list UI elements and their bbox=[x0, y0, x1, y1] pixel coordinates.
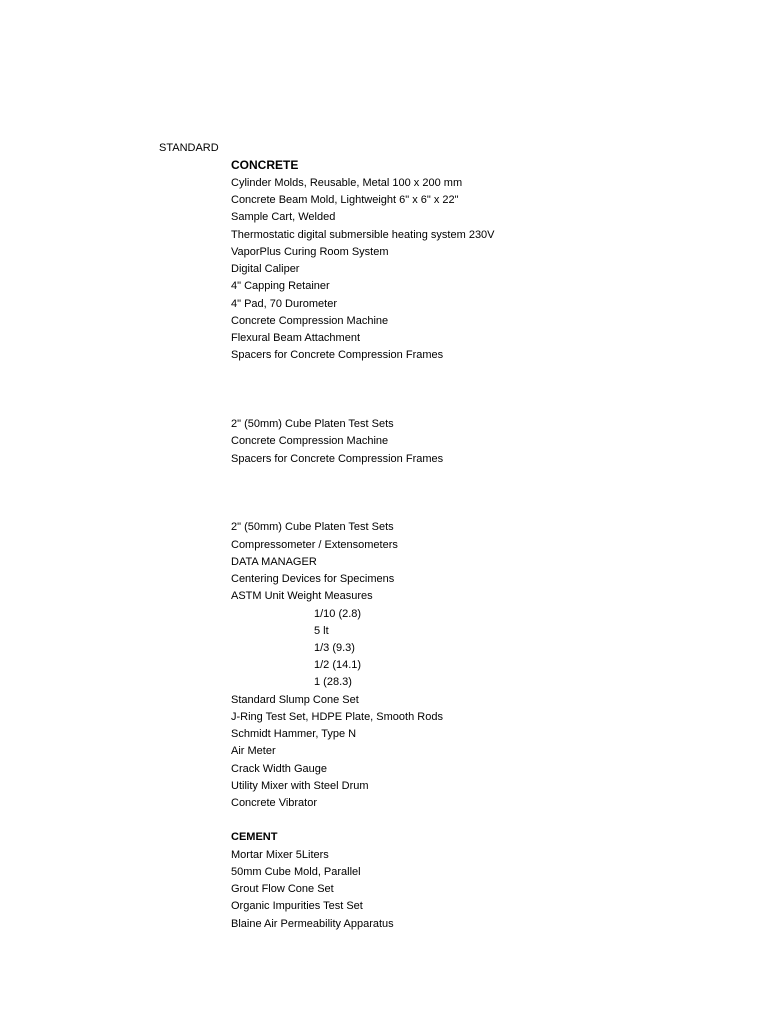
cement-heading: CEMENT bbox=[231, 831, 278, 843]
list-item: 50mm Cube Mold, Parallel bbox=[231, 866, 361, 878]
list-item: Spacers for Concrete Compression Frames bbox=[231, 453, 444, 465]
list-item: ASTM Unit Weight Measures bbox=[231, 590, 373, 602]
unit-weight-size: 1 (28.3) bbox=[314, 676, 352, 688]
list-item: 2" (50mm) Cube Platen Test Sets bbox=[231, 521, 394, 533]
list-item: Standard Slump Cone Set bbox=[231, 694, 359, 706]
unit-weight-size: 1/2 (14.1) bbox=[314, 659, 362, 671]
list-item: Grout Flow Cone Set bbox=[231, 883, 334, 895]
list-item: Schmidt Hammer, Type N bbox=[231, 728, 357, 740]
list-item: Concrete Compression Machine bbox=[231, 315, 389, 327]
list-item: Utility Mixer with Steel Drum bbox=[231, 780, 369, 792]
list-item: VaporPlus Curing Room System bbox=[231, 246, 389, 258]
list-item: Thermostatic digital submersible heating system 230V bbox=[231, 229, 495, 241]
list-item: Compressometer / Extensometers bbox=[231, 539, 398, 551]
list-item: Concrete Compression Machine bbox=[231, 435, 389, 447]
list-item: Sample Cart, Welded bbox=[231, 211, 336, 223]
unit-weight-size: 1/10 (2.8) bbox=[314, 608, 362, 620]
list-item: Concrete Beam Mold, Lightweight 6" x 6" x 22" bbox=[231, 194, 459, 206]
unit-weight-size: 5 lt bbox=[314, 625, 329, 637]
list-item: Spacers for Concrete Compression Frames bbox=[231, 349, 444, 361]
list-item: Cylinder Molds, Reusable, Metal 100 x 200 mm bbox=[231, 177, 463, 189]
list-item: Blaine Air Permeability Apparatus bbox=[231, 918, 394, 930]
list-item: Organic Impurities Test Set bbox=[231, 900, 363, 912]
list-item: Mortar Mixer 5Liters bbox=[231, 849, 329, 861]
list-item: Centering Devices for Specimens bbox=[231, 573, 395, 585]
standard-label: STANDARD bbox=[159, 142, 219, 154]
concrete-heading: CONCRETE bbox=[231, 158, 299, 172]
list-item: 4" Pad, 70 Durometer bbox=[231, 298, 338, 310]
list-item: Flexural Beam Attachment bbox=[231, 332, 361, 344]
list-item: DATA MANAGER bbox=[231, 556, 317, 568]
list-item: Concrete Vibrator bbox=[231, 797, 318, 809]
list-item: 4" Capping Retainer bbox=[231, 280, 330, 292]
list-item: Air Meter bbox=[231, 745, 276, 757]
list-item: Crack Width Gauge bbox=[231, 763, 327, 775]
list-item: 2" (50mm) Cube Platen Test Sets bbox=[231, 418, 394, 430]
unit-weight-size: 1/3 (9.3) bbox=[314, 642, 355, 654]
list-item: J-Ring Test Set, HDPE Plate, Smooth Rods bbox=[231, 711, 443, 723]
list-item: Digital Caliper bbox=[231, 263, 300, 275]
